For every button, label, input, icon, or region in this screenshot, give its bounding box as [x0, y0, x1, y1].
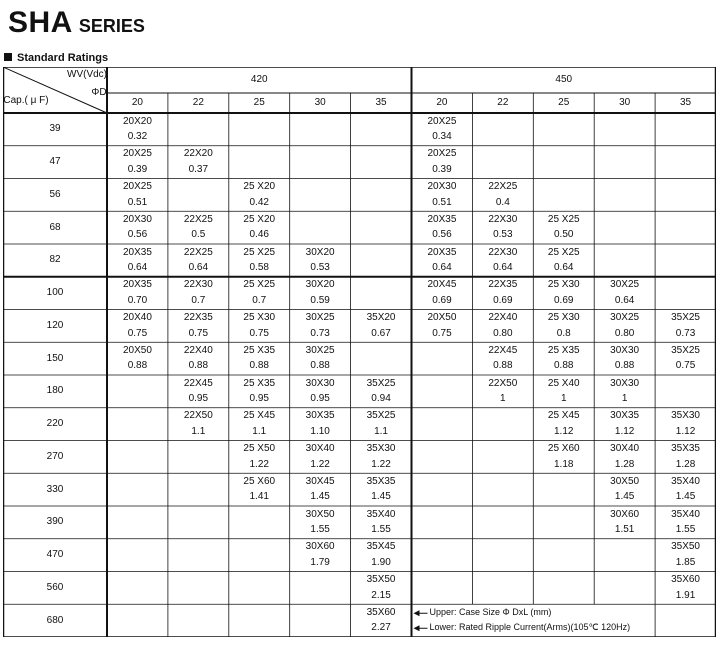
capacitance-value: 470 [46, 549, 64, 561]
ripple-current-value: 1.51 [614, 524, 635, 536]
ripple-current-value: 0.39 [432, 163, 452, 175]
ripple-current-value: 0.73 [675, 327, 696, 339]
legend-lower-note: Lower: Rated Ripple Current(Arms)(105℃ 120Hz) [429, 622, 631, 633]
ripple-current-value: 2.15 [371, 589, 391, 601]
capacitance-value: 150 [46, 352, 64, 364]
case-size-value: 22X45 [183, 377, 213, 389]
capacitance-value: 100 [46, 287, 64, 299]
case-size-value: 20X25 [427, 148, 457, 160]
case-size-value: 35X50 [671, 541, 700, 553]
case-size-value: 30X20 [305, 279, 335, 291]
legend-upper-note: Upper: Case Size Φ DxL (mm) [429, 607, 552, 618]
case-size-value: 30X35 [610, 410, 640, 422]
ripple-current-value: 0.75 [127, 327, 148, 339]
ripple-current-value: 0.59 [310, 294, 330, 306]
case-size-value: 20X35 [122, 246, 152, 258]
capacitance-value: 120 [46, 319, 64, 331]
capacitance-value: 270 [46, 450, 64, 462]
capacitance-value: 82 [49, 254, 61, 266]
case-size-value: 30X50 [305, 508, 335, 520]
capacitance-value: 220 [46, 418, 64, 430]
case-size-value: 25 X25 [243, 246, 276, 258]
case-size-value: 30X45 [305, 475, 335, 487]
case-size-value: 20X35 [427, 213, 457, 225]
case-size-value: 30X60 [305, 541, 335, 553]
case-size-value: 30X25 [305, 312, 335, 324]
case-size-value: 25 X35 [547, 344, 580, 356]
case-size-value: 20X25 [122, 181, 152, 193]
ripple-current-value: 1.28 [614, 458, 635, 470]
ripple-current-value: 0.53 [493, 229, 513, 241]
ripple-current-value: 0.88 [493, 360, 513, 372]
ripple-current-value: 0.80 [493, 327, 513, 339]
capacitance-value: 330 [46, 483, 64, 495]
capacitance-value: 180 [46, 385, 64, 397]
ripple-current-value: 0.69 [493, 294, 513, 306]
ripple-current-value: 1 [560, 393, 567, 405]
capacitance-label: Cap.( μ F) [3, 95, 49, 106]
case-size-value: 20X45 [427, 279, 457, 291]
case-size-value: 25 X25 [547, 213, 580, 225]
case-size-value: 22X30 [183, 279, 213, 291]
case-size-value: 22X35 [183, 312, 213, 324]
capacitance-value: 68 [49, 221, 61, 233]
case-size-value: 30X50 [610, 475, 640, 487]
case-size-value: 25 X30 [547, 312, 580, 324]
ripple-current-value: 0.5 [191, 229, 206, 241]
case-size-value: 20X35 [122, 279, 152, 291]
case-size-value: 25 X60 [243, 475, 276, 487]
legend-arrowhead-upper [414, 610, 420, 616]
ripple-current-value: 0.69 [432, 294, 452, 306]
ripple-current-value: 1.12 [614, 425, 635, 437]
ripple-current-value: 1.1 [191, 425, 206, 437]
capacitance-value: 56 [49, 188, 61, 200]
ripple-current-value: 0.95 [249, 393, 269, 405]
diameter-header: 20 [131, 97, 143, 108]
ripple-current-value: 1.79 [310, 556, 330, 568]
case-size-value: 22X40 [183, 344, 213, 356]
ripple-current-value: 0.67 [371, 327, 391, 339]
case-size-value: 35X40 [671, 508, 700, 520]
ripple-current-value: 0.34 [432, 131, 452, 143]
ripple-current-value: 0.58 [249, 262, 269, 274]
capacitance-value: 47 [49, 156, 61, 168]
ripple-current-value: 1.45 [614, 491, 635, 503]
series-label: SERIES [78, 16, 145, 36]
diameter-header: 20 [436, 97, 448, 108]
ripple-current-value: 0.64 [554, 262, 574, 274]
case-size-value: 20X30 [427, 181, 457, 193]
case-size-value: 30X35 [305, 410, 335, 422]
voltage-header: 420 [250, 74, 268, 85]
ripple-current-value: 1.22 [249, 458, 269, 470]
ripple-current-value: 1.1 [252, 425, 267, 437]
case-size-value: 22X30 [488, 246, 518, 258]
case-size-value: 22X30 [488, 213, 518, 225]
page-title [8, 6, 145, 40]
case-size-value: 30X30 [610, 344, 640, 356]
diameter-header: 30 [314, 97, 326, 108]
case-size-value: 20X35 [427, 246, 457, 258]
ripple-current-value: 0.56 [432, 229, 452, 241]
ripple-current-value: 0.37 [188, 163, 209, 175]
case-size-value: 25 X45 [547, 410, 580, 422]
ripple-current-value: 0.94 [371, 393, 391, 405]
phi-d-label: ΦD [91, 87, 107, 98]
case-size-value: 25 X60 [547, 443, 580, 455]
ripple-current-value: 1.18 [554, 458, 574, 470]
case-size-value: 20X25 [122, 148, 152, 160]
ripple-current-value: 0.95 [188, 393, 209, 405]
ripple-current-value: 0.53 [310, 262, 330, 274]
case-size-value: 35X40 [366, 508, 396, 520]
case-size-value: 25 X35 [243, 344, 276, 356]
ripple-current-value: 0.75 [675, 360, 696, 372]
ripple-current-value: 1.12 [675, 425, 696, 437]
ripple-current-value: 0.64 [188, 262, 209, 274]
section-heading-text: Standard Ratings [17, 52, 109, 64]
ripple-current-value: 0.7 [191, 294, 206, 306]
ripple-current-value: 0.75 [249, 327, 269, 339]
ripple-current-value: 0.88 [188, 360, 209, 372]
ripple-current-value: 0.95 [310, 393, 330, 405]
case-size-value: 20X30 [122, 213, 152, 225]
capacitance-value: 390 [46, 516, 64, 528]
case-size-value: 35X50 [366, 574, 396, 586]
diameter-header: 25 [558, 97, 570, 108]
case-size-value: 30X30 [610, 377, 640, 389]
case-size-value: 25 X25 [547, 246, 580, 258]
case-size-value: 30X20 [305, 246, 335, 258]
case-size-value: 25 X35 [243, 377, 276, 389]
ripple-current-value: 0.4 [495, 196, 510, 208]
voltage-header: 450 [555, 74, 573, 85]
case-size-value: 25 X30 [547, 279, 580, 291]
ripple-current-value: 2.27 [371, 622, 391, 634]
ripple-current-value: 1.45 [675, 491, 696, 503]
case-size-value: 22X25 [488, 181, 518, 193]
case-size-value: 20X20 [122, 115, 152, 127]
diameter-header: 22 [192, 97, 204, 108]
case-size-value: 20X50 [427, 312, 457, 324]
case-size-value: 30X60 [610, 508, 640, 520]
ripple-current-value: 0.7 [252, 294, 267, 306]
case-size-value: 25 X25 [243, 279, 276, 291]
case-size-value: 22X25 [183, 213, 213, 225]
case-size-value: 35X30 [671, 410, 700, 422]
wv-vdc-label: WV(Vdc) [67, 69, 107, 80]
ripple-current-value: 0.51 [127, 196, 148, 208]
diameter-header: 30 [619, 97, 631, 108]
ripple-current-value: 1.55 [310, 524, 330, 536]
ripple-current-value: 0.88 [249, 360, 269, 372]
case-size-value: 35X30 [366, 443, 396, 455]
ripple-current-value: 1 [500, 393, 506, 405]
case-size-value: 35X20 [366, 312, 396, 324]
ripple-current-value: 1.12 [554, 425, 574, 437]
case-size-value: 30X25 [610, 279, 640, 291]
case-size-value: 35X25 [671, 312, 700, 324]
case-size-value: 35X60 [366, 606, 396, 618]
diameter-header: 22 [497, 97, 509, 108]
case-size-value: 30X40 [610, 443, 640, 455]
case-size-value: 35X40 [671, 475, 700, 487]
ripple-current-value: 1.91 [675, 589, 696, 601]
case-size-value: 35X25 [366, 410, 396, 422]
ripple-current-value: 1.22 [371, 458, 391, 470]
case-size-value: 35X45 [366, 541, 396, 553]
ripple-current-value: 0.56 [127, 229, 148, 241]
case-size-value: 22X45 [488, 344, 518, 356]
case-size-value: 25 X20 [243, 181, 276, 193]
ripple-current-value: 0.88 [127, 360, 148, 372]
ripple-current-value: 0.64 [493, 262, 513, 274]
ripple-current-value: 0.50 [554, 229, 574, 241]
case-size-value: 20X50 [122, 344, 152, 356]
ripple-current-value: 1.55 [675, 524, 696, 536]
ripple-current-value: 0.88 [554, 360, 574, 372]
ripple-current-value: 0.64 [614, 294, 635, 306]
case-size-value: 22X50 [183, 410, 213, 422]
diameter-header: 25 [253, 97, 265, 108]
ripple-current-value: 1.28 [675, 458, 696, 470]
case-size-value: 20X40 [122, 312, 152, 324]
ripple-current-value: 1.22 [310, 458, 330, 470]
ripple-current-value: 0.88 [310, 360, 330, 372]
case-size-value: 30X40 [305, 443, 335, 455]
ripple-current-value: 1.55 [371, 524, 391, 536]
ripple-current-value: 1.85 [675, 556, 696, 568]
ripple-current-value: 1.45 [310, 491, 330, 503]
section-heading [4, 52, 108, 64]
case-size-value: 25 X30 [243, 312, 276, 324]
diameter-header: 35 [679, 97, 692, 108]
ripple-current-value: 1.90 [371, 556, 391, 568]
ripple-current-value: 1.45 [371, 491, 391, 503]
legend-arrowhead-lower [414, 625, 420, 631]
ripple-current-value: 0.8 [556, 327, 571, 339]
square-bullet-icon [4, 53, 12, 61]
ripple-current-value: 0.32 [127, 131, 148, 143]
capacitance-value: 560 [46, 581, 64, 593]
ripple-current-value: 0.75 [188, 327, 209, 339]
case-size-value: 35X60 [671, 574, 700, 586]
case-size-value: 25 X40 [547, 377, 580, 389]
ripple-current-value: 0.64 [432, 262, 452, 274]
case-size-value: 35X25 [366, 377, 396, 389]
ripple-current-value: 1.10 [310, 425, 330, 437]
ripple-current-value: 0.46 [249, 229, 269, 241]
case-size-value: 22X50 [488, 377, 518, 389]
standard-ratings-table [3, 67, 716, 637]
case-size-value: 25 X50 [243, 443, 276, 455]
ripple-current-value: 0.80 [614, 327, 635, 339]
ripple-current-value: 1.1 [374, 425, 388, 437]
ripple-current-value: 0.51 [432, 196, 452, 208]
case-size-value: 25 X20 [243, 213, 276, 225]
case-size-value: 35X35 [366, 475, 396, 487]
capacitance-value: 680 [46, 614, 64, 626]
case-size-value: 30X25 [610, 312, 640, 324]
ripple-current-value: 0.64 [127, 262, 148, 274]
ripple-current-value: 0.39 [127, 163, 148, 175]
ripple-current-value: 0.75 [432, 327, 452, 339]
ripple-current-value: 0.42 [249, 196, 269, 208]
case-size-value: 30X25 [305, 344, 335, 356]
case-size-value: 30X30 [305, 377, 335, 389]
ripple-current-value: 1 [621, 393, 628, 405]
ripple-current-value: 0.73 [310, 327, 330, 339]
case-size-value: 35X25 [671, 344, 700, 356]
capacitance-value: 39 [49, 123, 61, 135]
diameter-header: 35 [375, 97, 387, 108]
series-title: SHA [8, 6, 73, 39]
case-size-value: 25 X45 [243, 410, 276, 422]
case-size-value: 22X25 [183, 246, 213, 258]
ripple-current-value: 0.69 [554, 294, 574, 306]
ripple-current-value: 0.70 [127, 294, 148, 306]
case-size-value: 22X40 [488, 312, 518, 324]
case-size-value: 20X25 [427, 115, 457, 127]
case-size-value: 35X35 [671, 443, 700, 455]
ripple-current-value: 1.41 [249, 491, 269, 503]
case-size-value: 22X20 [183, 148, 213, 160]
case-size-value: 22X35 [488, 279, 518, 291]
ripple-current-value: 0.88 [614, 360, 635, 372]
